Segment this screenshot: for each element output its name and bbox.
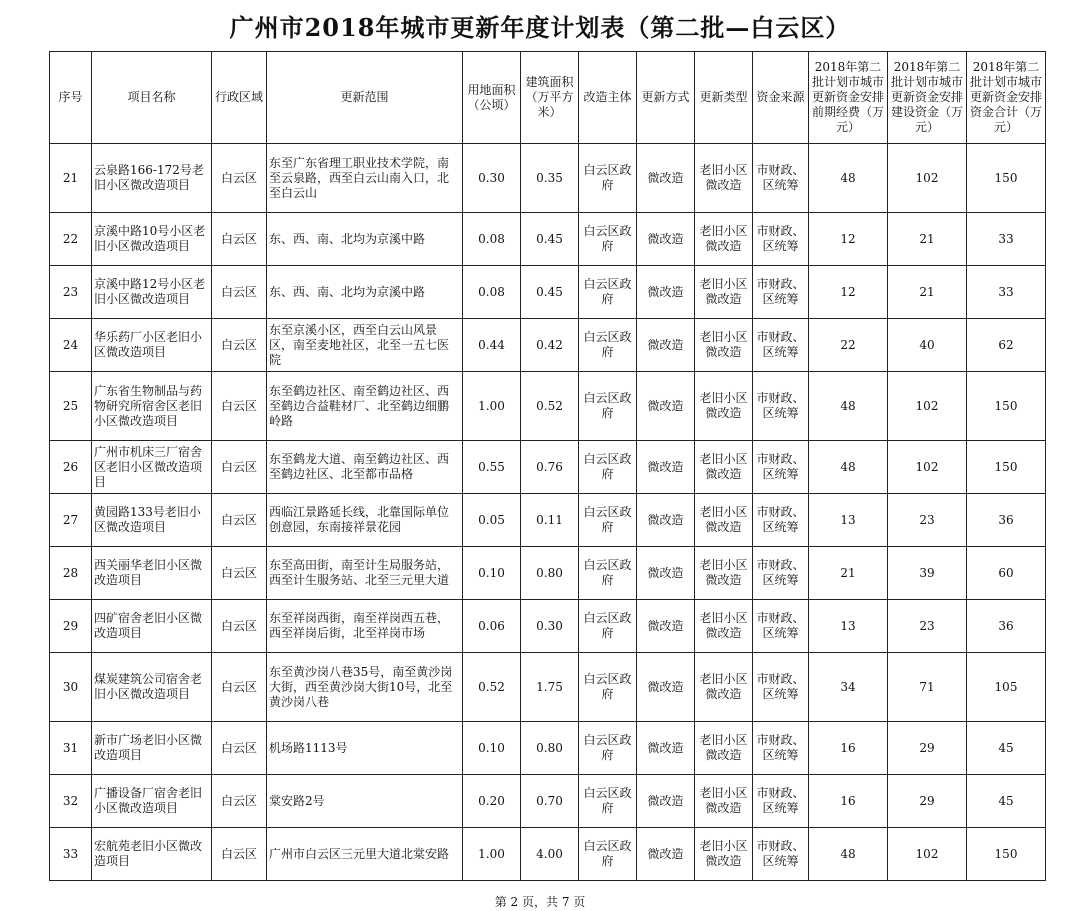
- land-area-cell: 0.05: [463, 494, 521, 547]
- subject-cell: 白云区政府: [579, 266, 637, 319]
- pre-funding-cell: 12: [809, 266, 888, 319]
- scope-cell: 东至鹤边社区、南至鹤边社区、西至鹤边合益鞋材厂、北至鹤边细鹏岭路: [267, 372, 463, 441]
- district-cell: 白云区: [212, 144, 267, 213]
- land-area-cell: 1.00: [463, 828, 521, 881]
- subject-cell: 白云区政府: [579, 653, 637, 722]
- row-number-cell: 26: [50, 441, 92, 494]
- total-funding-cell: 150: [967, 828, 1046, 881]
- method-cell: 微改造: [637, 372, 695, 441]
- pre-funding-cell: 13: [809, 494, 888, 547]
- pre-funding-cell: 48: [809, 372, 888, 441]
- table-row: [50, 144, 1046, 213]
- scope-cell: 东至祥岗西街，南至祥岗西五巷，西至祥岗后街，北至祥岗市场: [267, 600, 463, 653]
- pre-funding-cell: 21: [809, 547, 888, 600]
- row-number-cell: 22: [50, 213, 92, 266]
- land-area-cell: 0.10: [463, 547, 521, 600]
- scope-cell: 东至京溪小区，西至白云山风景区，南至麦地社区，北至一五七医院: [267, 319, 463, 372]
- subject-cell: 白云区政府: [579, 600, 637, 653]
- header-cell: 更新方式: [637, 52, 695, 144]
- fund-source-cell: 市财政、区统筹: [753, 600, 809, 653]
- fund-source-cell: 市财政、区统筹: [753, 144, 809, 213]
- row-number-cell: 21: [50, 144, 92, 213]
- project-name-cell: 华乐药厂小区老旧小区微改造项目: [92, 319, 212, 372]
- header-cell: 序号: [50, 52, 92, 144]
- project-name-cell: 云泉路166-172号老旧小区微改造项目: [92, 144, 212, 213]
- fund-source-cell: 市财政、区统筹: [753, 441, 809, 494]
- construction-funding-cell: 71: [888, 653, 967, 722]
- scope-cell: 广州市白云区三元里大道北棠安路: [267, 828, 463, 881]
- project-name-cell: 京溪中路12号小区老旧小区微改造项目: [92, 266, 212, 319]
- fund-source-cell: 市财政、区统筹: [753, 828, 809, 881]
- scope-cell: 东、西、南、北均为京溪中路: [267, 266, 463, 319]
- construction-funding-cell: 29: [888, 722, 967, 775]
- building-area-cell: 0.30: [521, 600, 579, 653]
- building-area-cell: 1.75: [521, 653, 579, 722]
- district-cell: 白云区: [212, 266, 267, 319]
- type-cell: 老旧小区微改造: [695, 494, 753, 547]
- total-funding-cell: 36: [967, 600, 1046, 653]
- table-row: [50, 441, 1046, 494]
- building-area-cell: 0.45: [521, 266, 579, 319]
- row-number-cell: 29: [50, 600, 92, 653]
- table-row: [50, 828, 1046, 881]
- fund-source-cell: 市财政、区统筹: [753, 319, 809, 372]
- project-name-cell: 广州市机床三厂宿舍区老旧小区微改造项目: [92, 441, 212, 494]
- method-cell: 微改造: [637, 600, 695, 653]
- building-area-cell: 0.52: [521, 372, 579, 441]
- table-row: [50, 372, 1046, 441]
- header-cell: 行政区域: [212, 52, 267, 144]
- land-area-cell: 1.00: [463, 372, 521, 441]
- land-area-cell: 0.30: [463, 144, 521, 213]
- project-name-cell: 煤炭建筑公司宿舍老旧小区微改造项目: [92, 653, 212, 722]
- building-area-cell: 0.42: [521, 319, 579, 372]
- construction-funding-cell: 40: [888, 319, 967, 372]
- total-funding-cell: 33: [967, 266, 1046, 319]
- method-cell: 微改造: [637, 653, 695, 722]
- fund-source-cell: 市财政、区统筹: [753, 494, 809, 547]
- project-name-cell: 黄园路133号老旧小区微改造项目: [92, 494, 212, 547]
- subject-cell: 白云区政府: [579, 547, 637, 600]
- type-cell: 老旧小区微改造: [695, 213, 753, 266]
- total-funding-cell: 33: [967, 213, 1046, 266]
- total-funding-cell: 150: [967, 372, 1046, 441]
- subject-cell: 白云区政府: [579, 775, 637, 828]
- type-cell: 老旧小区微改造: [695, 144, 753, 213]
- scope-cell: 东至鹤龙大道、南至鹤边社区、西至鹤边社区、北至都市品格: [267, 441, 463, 494]
- project-name-cell: 广东省生物制品与药物研究所宿舍区老旧小区微改造项目: [92, 372, 212, 441]
- construction-funding-cell: 102: [888, 441, 967, 494]
- type-cell: 老旧小区微改造: [695, 775, 753, 828]
- row-number-cell: 28: [50, 547, 92, 600]
- project-name-cell: 四矿宿舍老旧小区微改造项目: [92, 600, 212, 653]
- construction-funding-cell: 102: [888, 144, 967, 213]
- row-number-cell: 24: [50, 319, 92, 372]
- pre-funding-cell: 48: [809, 828, 888, 881]
- land-area-cell: 0.52: [463, 653, 521, 722]
- project-name-cell: 西关丽华老旧小区微改造项目: [92, 547, 212, 600]
- total-funding-cell: 45: [967, 775, 1046, 828]
- scope-cell: 棠安路2号: [267, 775, 463, 828]
- fund-source-cell: 市财政、区统筹: [753, 547, 809, 600]
- method-cell: 微改造: [637, 547, 695, 600]
- total-funding-cell: 62: [967, 319, 1046, 372]
- fund-source-cell: 市财政、区统筹: [753, 653, 809, 722]
- method-cell: 微改造: [637, 828, 695, 881]
- district-cell: 白云区: [212, 319, 267, 372]
- land-area-cell: 0.06: [463, 600, 521, 653]
- header-cell: 2018年第二批计划市城市更新资金安排资金合计（万元）: [967, 52, 1046, 144]
- district-cell: 白云区: [212, 372, 267, 441]
- construction-funding-cell: 102: [888, 372, 967, 441]
- pre-funding-cell: 16: [809, 722, 888, 775]
- building-area-cell: 0.45: [521, 213, 579, 266]
- subject-cell: 白云区政府: [579, 828, 637, 881]
- subject-cell: 白云区政府: [579, 213, 637, 266]
- header-cell: 2018年第二批计划市城市更新资金安排建设资金（万元）: [888, 52, 967, 144]
- fund-source-cell: 市财政、区统筹: [753, 372, 809, 441]
- project-name-cell: 新市广场老旧小区微改造项目: [92, 722, 212, 775]
- pre-funding-cell: 16: [809, 775, 888, 828]
- land-area-cell: 0.55: [463, 441, 521, 494]
- table-header-row: [50, 52, 1046, 144]
- construction-funding-cell: 23: [888, 600, 967, 653]
- total-funding-cell: 105: [967, 653, 1046, 722]
- construction-funding-cell: 21: [888, 213, 967, 266]
- fund-source-cell: 市财政、区统筹: [753, 266, 809, 319]
- method-cell: 微改造: [637, 144, 695, 213]
- plan-table: [49, 51, 1046, 881]
- construction-funding-cell: 102: [888, 828, 967, 881]
- table-row: [50, 722, 1046, 775]
- table-row: [50, 653, 1046, 722]
- subject-cell: 白云区政府: [579, 144, 637, 213]
- table-row: [50, 213, 1046, 266]
- header-cell: 资金来源: [753, 52, 809, 144]
- land-area-cell: 0.08: [463, 213, 521, 266]
- header-cell: 更新范围: [267, 52, 463, 144]
- type-cell: 老旧小区微改造: [695, 600, 753, 653]
- district-cell: 白云区: [212, 494, 267, 547]
- building-area-cell: 0.80: [521, 722, 579, 775]
- district-cell: 白云区: [212, 722, 267, 775]
- total-funding-cell: 36: [967, 494, 1046, 547]
- fund-source-cell: 市财政、区统筹: [753, 722, 809, 775]
- building-area-cell: 0.11: [521, 494, 579, 547]
- total-funding-cell: 45: [967, 722, 1046, 775]
- row-number-cell: 25: [50, 372, 92, 441]
- district-cell: 白云区: [212, 213, 267, 266]
- page-number: 第 2 页，共 7 页: [494, 895, 586, 909]
- district-cell: 白云区: [212, 775, 267, 828]
- land-area-cell: 0.08: [463, 266, 521, 319]
- header-cell: 更新类型: [695, 52, 753, 144]
- building-area-cell: 0.76: [521, 441, 579, 494]
- method-cell: 微改造: [637, 775, 695, 828]
- method-cell: 微改造: [637, 213, 695, 266]
- fund-source-cell: 市财政、区统筹: [753, 775, 809, 828]
- subject-cell: 白云区政府: [579, 494, 637, 547]
- row-number-cell: 33: [50, 828, 92, 881]
- land-area-cell: 0.44: [463, 319, 521, 372]
- building-area-cell: 4.00: [521, 828, 579, 881]
- header-cell: 用地面积（公顷）: [463, 52, 521, 144]
- total-funding-cell: 60: [967, 547, 1046, 600]
- method-cell: 微改造: [637, 722, 695, 775]
- land-area-cell: 0.20: [463, 775, 521, 828]
- type-cell: 老旧小区微改造: [695, 653, 753, 722]
- header-cell: 项目名称: [92, 52, 212, 144]
- total-funding-cell: 150: [967, 144, 1046, 213]
- fund-source-cell: 市财政、区统筹: [753, 213, 809, 266]
- row-number-cell: 30: [50, 653, 92, 722]
- type-cell: 老旧小区微改造: [695, 828, 753, 881]
- type-cell: 老旧小区微改造: [695, 372, 753, 441]
- project-name-cell: 广播设备厂宿舍老旧小区微改造项目: [92, 775, 212, 828]
- method-cell: 微改造: [637, 266, 695, 319]
- method-cell: 微改造: [637, 441, 695, 494]
- construction-funding-cell: 21: [888, 266, 967, 319]
- pre-funding-cell: 48: [809, 441, 888, 494]
- land-area-cell: 0.10: [463, 722, 521, 775]
- table-row: [50, 600, 1046, 653]
- type-cell: 老旧小区微改造: [695, 441, 753, 494]
- type-cell: 老旧小区微改造: [695, 266, 753, 319]
- header-cell: 2018年第二批计划市城市更新资金安排前期经费（万元）: [809, 52, 888, 144]
- subject-cell: 白云区政府: [579, 722, 637, 775]
- row-number-cell: 32: [50, 775, 92, 828]
- project-name-cell: 京溪中路10号小区老旧小区微改造项目: [92, 213, 212, 266]
- subject-cell: 白云区政府: [579, 372, 637, 441]
- header-cell: 建筑面积（万平方米）: [521, 52, 579, 144]
- scope-cell: 东至黄沙岗八巷35号，南至黄沙岗大街，西至黄沙岗大街10号，北至黄沙岗八巷: [267, 653, 463, 722]
- type-cell: 老旧小区微改造: [695, 722, 753, 775]
- construction-funding-cell: 23: [888, 494, 967, 547]
- construction-funding-cell: 39: [888, 547, 967, 600]
- type-cell: 老旧小区微改造: [695, 547, 753, 600]
- table-row: [50, 319, 1046, 372]
- scope-cell: 西临江景路延长线，北靠国际单位创意园，东南接祥景花园: [267, 494, 463, 547]
- project-name-cell: 宏航苑老旧小区微改造项目: [92, 828, 212, 881]
- pre-funding-cell: 34: [809, 653, 888, 722]
- type-cell: 老旧小区微改造: [695, 319, 753, 372]
- district-cell: 白云区: [212, 828, 267, 881]
- district-cell: 白云区: [212, 653, 267, 722]
- pre-funding-cell: 12: [809, 213, 888, 266]
- row-number-cell: 27: [50, 494, 92, 547]
- table-row: [50, 547, 1046, 600]
- subject-cell: 白云区政府: [579, 441, 637, 494]
- building-area-cell: 0.70: [521, 775, 579, 828]
- table-row: [50, 775, 1046, 828]
- construction-funding-cell: 29: [888, 775, 967, 828]
- pre-funding-cell: 22: [809, 319, 888, 372]
- building-area-cell: 0.35: [521, 144, 579, 213]
- scope-cell: 东、西、南、北均为京溪中路: [267, 213, 463, 266]
- method-cell: 微改造: [637, 319, 695, 372]
- table-row: [50, 494, 1046, 547]
- scope-cell: 机场路1113号: [267, 722, 463, 775]
- table-row: [50, 266, 1046, 319]
- table-body: [50, 144, 1046, 881]
- header-cell: 改造主体: [579, 52, 637, 144]
- page-title: 广州市2018年城市更新年度计划表（第二批—白云区）: [229, 13, 851, 42]
- building-area-cell: 0.80: [521, 547, 579, 600]
- district-cell: 白云区: [212, 441, 267, 494]
- row-number-cell: 31: [50, 722, 92, 775]
- pre-funding-cell: 48: [809, 144, 888, 213]
- row-number-cell: 23: [50, 266, 92, 319]
- district-cell: 白云区: [212, 600, 267, 653]
- method-cell: 微改造: [637, 494, 695, 547]
- pre-funding-cell: 13: [809, 600, 888, 653]
- subject-cell: 白云区政府: [579, 319, 637, 372]
- scope-cell: 东至广东省理工职业技术学院，南至云泉路，西至白云山南入口，北至白云山: [267, 144, 463, 213]
- district-cell: 白云区: [212, 547, 267, 600]
- total-funding-cell: 150: [967, 441, 1046, 494]
- scope-cell: 东至高田街，南至计生局服务站，西至计生服务站、北至三元里大道: [267, 547, 463, 600]
